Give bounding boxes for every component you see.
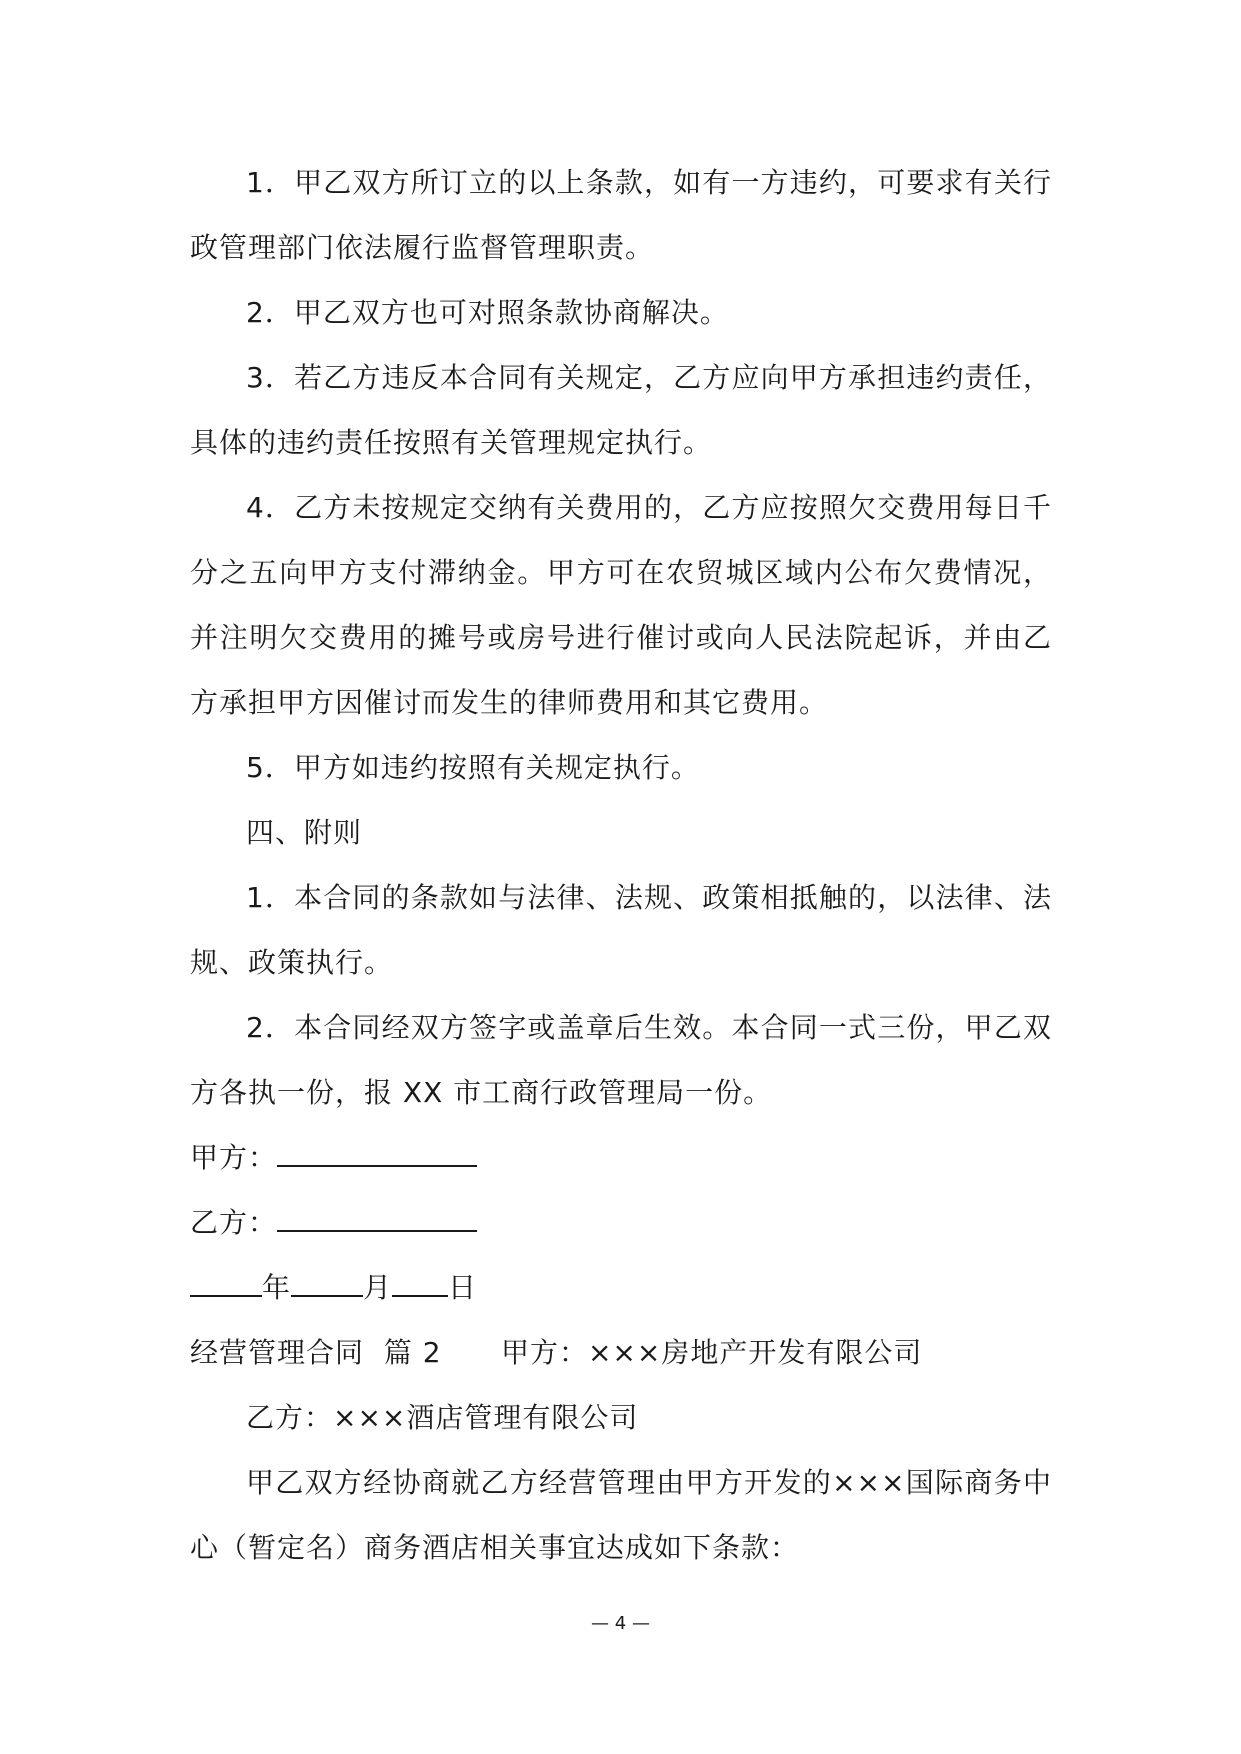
section2-part: 篇 2: [383, 1336, 442, 1369]
clause-2: 2．甲乙双方也可对照条款协商解决。: [246, 296, 729, 329]
party-a-signature-line: [190, 1125, 1052, 1190]
section-heading-appendix: 四、附则: [246, 816, 363, 849]
document-page: [190, 150, 1052, 1580]
clause-1: 1．甲乙双方所订立的以上条款，如有一方违约，可要求有关行政管理部门依法履行监督管理职责。: [190, 166, 1052, 264]
date-line: [190, 1255, 1052, 1320]
month-blank: [291, 1267, 363, 1297]
month-label: 月: [363, 1271, 393, 1304]
party-b-label: 乙方：: [190, 1206, 278, 1239]
day-blank: [392, 1267, 448, 1297]
appendix-clause-1: 1．本合同的条款如与法律、法规、政策相抵触的，以法律、法规、政策执行。: [190, 881, 1052, 979]
party-a-label: 甲方：: [190, 1141, 278, 1174]
section2-intro: 甲乙双方经协商就乙方经营管理由甲方开发的×××国际商务中心（暂定名）商务酒店相关事宜达成如下条款：: [190, 1466, 1052, 1564]
section2-title: 经营管理合同: [190, 1336, 365, 1369]
clause-5: 5．甲方如违约按照有关规定执行。: [246, 751, 700, 784]
year-label: 年: [262, 1271, 292, 1304]
section2-party-a: 甲方：×××房地产开发有限公司: [500, 1336, 923, 1369]
party-b-blank: [277, 1202, 477, 1232]
page-number: — 4 —: [591, 1613, 650, 1634]
section2-heading-line: [190, 1320, 1052, 1385]
day-label: 日: [448, 1271, 478, 1304]
year-blank: [190, 1267, 262, 1297]
section2-party-b: 乙方：×××酒店管理有限公司: [246, 1401, 639, 1434]
party-b-signature-line: [190, 1190, 1052, 1255]
clause-3: 3．若乙方违反本合同有关规定，乙方应向甲方承担违约责任，具体的违约责任按照有关管理规定执行。: [190, 361, 1052, 459]
party-a-blank: [277, 1137, 477, 1167]
clause-4: 4．乙方未按规定交纳有关费用的，乙方应按照欠交费用每日千分之五向甲方支付滞纳金。甲方可在农贸城区域内公布欠费情况，并注明欠交费用的摊号或房号进行催讨或向人民法院起诉，并由乙方承担甲方因催讨而发生的律师费用和其它费用。: [190, 491, 1052, 719]
appendix-clause-2: 2．本合同经双方签字或盖章后生效。本合同一式三份，甲乙双方各执一份，报 XX 市工商行政管理局一份。: [190, 1011, 1052, 1109]
